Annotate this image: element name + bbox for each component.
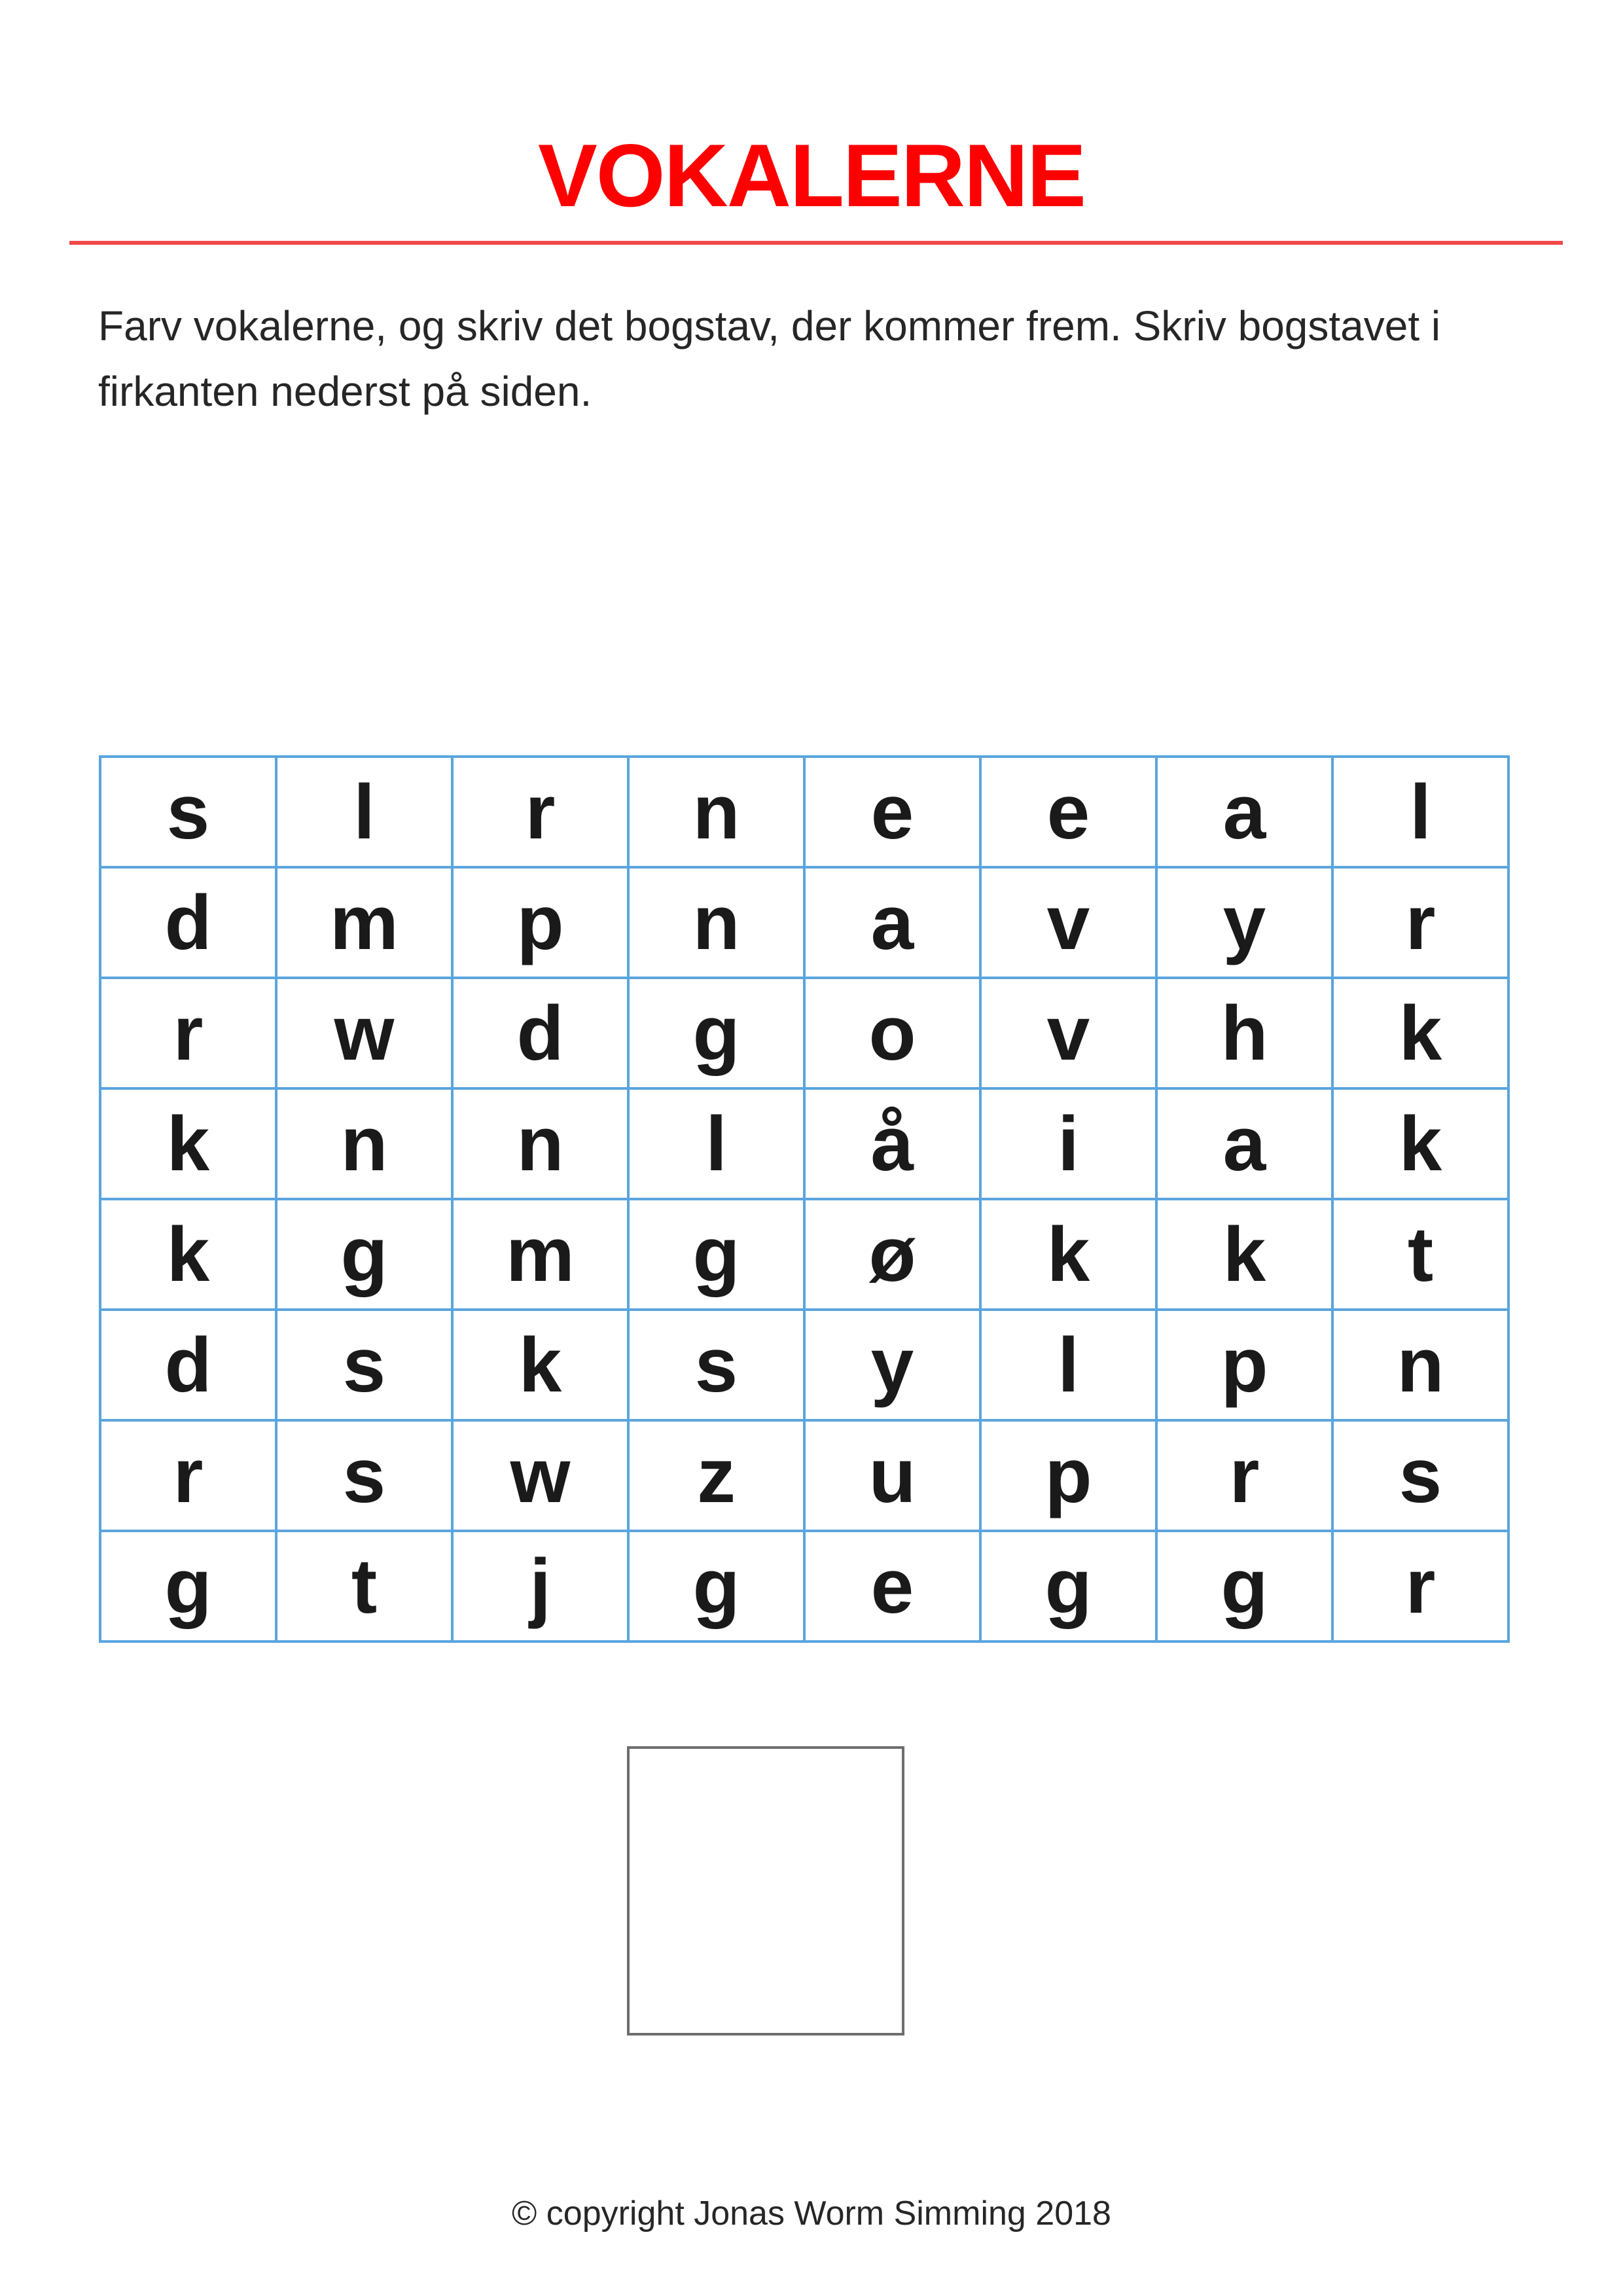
grid-cell[interactable]: g <box>1156 1531 1332 1641</box>
grid-cell[interactable]: k <box>980 1199 1156 1310</box>
grid-cell[interactable]: t <box>1332 1199 1508 1310</box>
grid-cell[interactable]: l <box>980 1310 1156 1420</box>
grid-cell[interactable]: n <box>1332 1310 1508 1420</box>
grid-cell[interactable]: e <box>980 757 1156 867</box>
grid-cell[interactable]: v <box>980 867 1156 978</box>
grid-cell[interactable]: k <box>100 1088 276 1199</box>
grid-cell[interactable]: l <box>1332 757 1508 867</box>
grid-cell[interactable]: g <box>100 1531 276 1641</box>
grid-cell[interactable]: n <box>276 1088 452 1199</box>
grid-row <box>100 1199 1508 1310</box>
grid-cell[interactable]: e <box>804 1531 980 1641</box>
grid-cell[interactable]: a <box>1156 757 1332 867</box>
grid-row <box>100 757 1508 867</box>
grid-cell[interactable]: p <box>452 867 628 978</box>
grid-cell[interactable]: l <box>628 1088 804 1199</box>
grid-cell[interactable]: d <box>452 978 628 1088</box>
grid-cell[interactable]: r <box>452 757 628 867</box>
copyright-footer: © copyright Jonas Worm Simming 2018 <box>512 2195 1111 2233</box>
grid-cell[interactable]: n <box>628 757 804 867</box>
grid-cell[interactable]: k <box>1332 978 1508 1088</box>
page-title: VOKALERNE <box>538 126 1085 225</box>
grid-cell[interactable]: w <box>452 1420 628 1531</box>
grid-row <box>100 978 1508 1088</box>
grid-cell[interactable]: r <box>1332 1531 1508 1641</box>
grid-cell[interactable]: s <box>276 1310 452 1420</box>
grid-cell[interactable]: y <box>804 1310 980 1420</box>
grid-cell[interactable]: r <box>1156 1420 1332 1531</box>
grid-cell[interactable]: g <box>276 1199 452 1310</box>
grid-cell[interactable]: å <box>804 1088 980 1199</box>
letter-grid <box>99 755 1510 1643</box>
grid-cell[interactable]: k <box>1332 1088 1508 1199</box>
grid-cell[interactable]: i <box>980 1088 1156 1199</box>
grid-cell[interactable]: s <box>100 757 276 867</box>
grid-cell[interactable]: z <box>628 1420 804 1531</box>
grid-cell[interactable]: s <box>1332 1420 1508 1531</box>
grid-cell[interactable]: v <box>980 978 1156 1088</box>
grid-cell[interactable]: n <box>628 867 804 978</box>
grid-row <box>100 1310 1508 1420</box>
grid-cell[interactable]: d <box>100 1310 276 1420</box>
grid-cell[interactable]: y <box>1156 867 1332 978</box>
grid-cell[interactable]: r <box>1332 867 1508 978</box>
grid-row <box>100 867 1508 978</box>
grid-cell[interactable]: w <box>276 978 452 1088</box>
grid-cell[interactable]: m <box>452 1199 628 1310</box>
grid-cell[interactable]: r <box>100 978 276 1088</box>
grid-cell[interactable]: d <box>100 867 276 978</box>
grid-cell[interactable]: g <box>628 1199 804 1310</box>
grid-cell[interactable]: e <box>804 757 980 867</box>
grid-row <box>100 1088 1508 1199</box>
grid-row <box>100 1531 1508 1641</box>
grid-cell[interactable]: g <box>980 1531 1156 1641</box>
grid-cell[interactable]: l <box>276 757 452 867</box>
grid-cell[interactable]: k <box>452 1310 628 1420</box>
grid-cell[interactable]: s <box>628 1310 804 1420</box>
grid-cell[interactable]: u <box>804 1420 980 1531</box>
grid-cell[interactable]: t <box>276 1531 452 1641</box>
title-divider <box>69 241 1563 245</box>
grid-cell[interactable]: o <box>804 978 980 1088</box>
instructions-text: Farv vokalerne, og skriv det bogstav, der kommer frem. Skriv bogstavet i firkanten nederst på siden. <box>98 302 1441 415</box>
grid-cell[interactable]: p <box>1156 1310 1332 1420</box>
grid-cell[interactable]: g <box>628 1531 804 1641</box>
grid-row <box>100 1420 1508 1531</box>
grid-cell[interactable]: r <box>100 1420 276 1531</box>
grid-cell[interactable]: m <box>276 867 452 978</box>
answer-box[interactable] <box>627 1746 904 2036</box>
grid-cell[interactable]: h <box>1156 978 1332 1088</box>
grid-cell[interactable]: a <box>1156 1088 1332 1199</box>
grid-cell[interactable]: k <box>1156 1199 1332 1310</box>
grid-cell[interactable]: k <box>100 1199 276 1310</box>
grid-cell[interactable]: p <box>980 1420 1156 1531</box>
grid-cell[interactable]: n <box>452 1088 628 1199</box>
grid-cell[interactable]: s <box>276 1420 452 1531</box>
grid-cell[interactable]: a <box>804 867 980 978</box>
grid-cell[interactable]: j <box>452 1531 628 1641</box>
grid-cell[interactable]: g <box>628 978 804 1088</box>
grid-cell[interactable]: ø <box>804 1199 980 1310</box>
